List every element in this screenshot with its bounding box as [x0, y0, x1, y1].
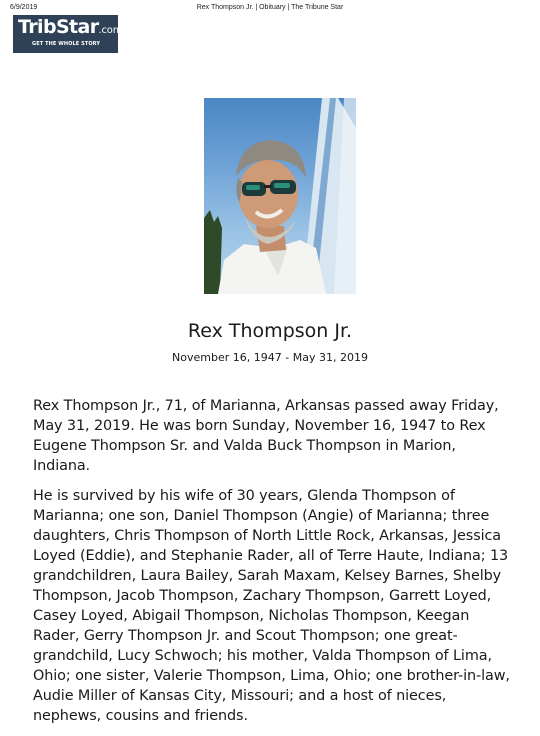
obituary-paragraph: Rex Thompson Jr., 71, of Marianna, Arkansas passed away Friday, May 31, 2019. He was born Sunday, November 16, 1947 to Rex Eugene Thompson Sr. and Valda Buck Thompson in Marion, Indiana.: [33, 398, 499, 474]
obituary-photo: [204, 98, 356, 294]
portrait-illustration: [204, 98, 356, 294]
tribstar-logo[interactable]: [13, 15, 123, 53]
obituary-dates: November 16, 1947 - May 31, 2019: [172, 351, 368, 364]
obituary-body: [33, 396, 513, 736]
obituary-paragraph: He is survived by his wife of 30 years, Glenda Thompson of Marianna; one son, Daniel Thompson (Angie) of Marianna; three daughters, Chris Thompson of North Little Rock, Arkansas, Jessica Loyed (Eddie), and Stephanie Rader, all of Terre Haute, Indiana; 13 grandchildren, Laura Bailey, Sarah Maxam, Kelsey Barnes, Shelby Thompson, Jacob Thompson, Zachary Thompson, Garrett Loyed, Casey Loyed, Abigail Thompson, Nicholas Thompson, Keegan Rader, Gerry Thompson Jr. and Scout Thompson; one great-grandchild, Lucy Schwoch; his mother, Valda Thompson of Lima, Ohio; one sister, Valerie Thompson, Lima, Ohio; one brother-in-law, Audie Miller of Kansas City, Missouri; and a host of nieces, nephews, cousins and friends.: [33, 488, 510, 724]
obituary-name: Rex Thompson Jr.: [187, 320, 353, 342]
logo-wordmark: TribStar: [18, 16, 99, 38]
print-date: 6/9/2019: [10, 4, 38, 11]
print-page-title: Rex Thompson Jr. | Obituary | The Tribune Star: [196, 4, 344, 11]
logo-suffix: .com: [98, 25, 123, 36]
print-header: [0, 0, 540, 14]
logo-tagline: GET THE WHOLE STORY: [32, 41, 101, 47]
